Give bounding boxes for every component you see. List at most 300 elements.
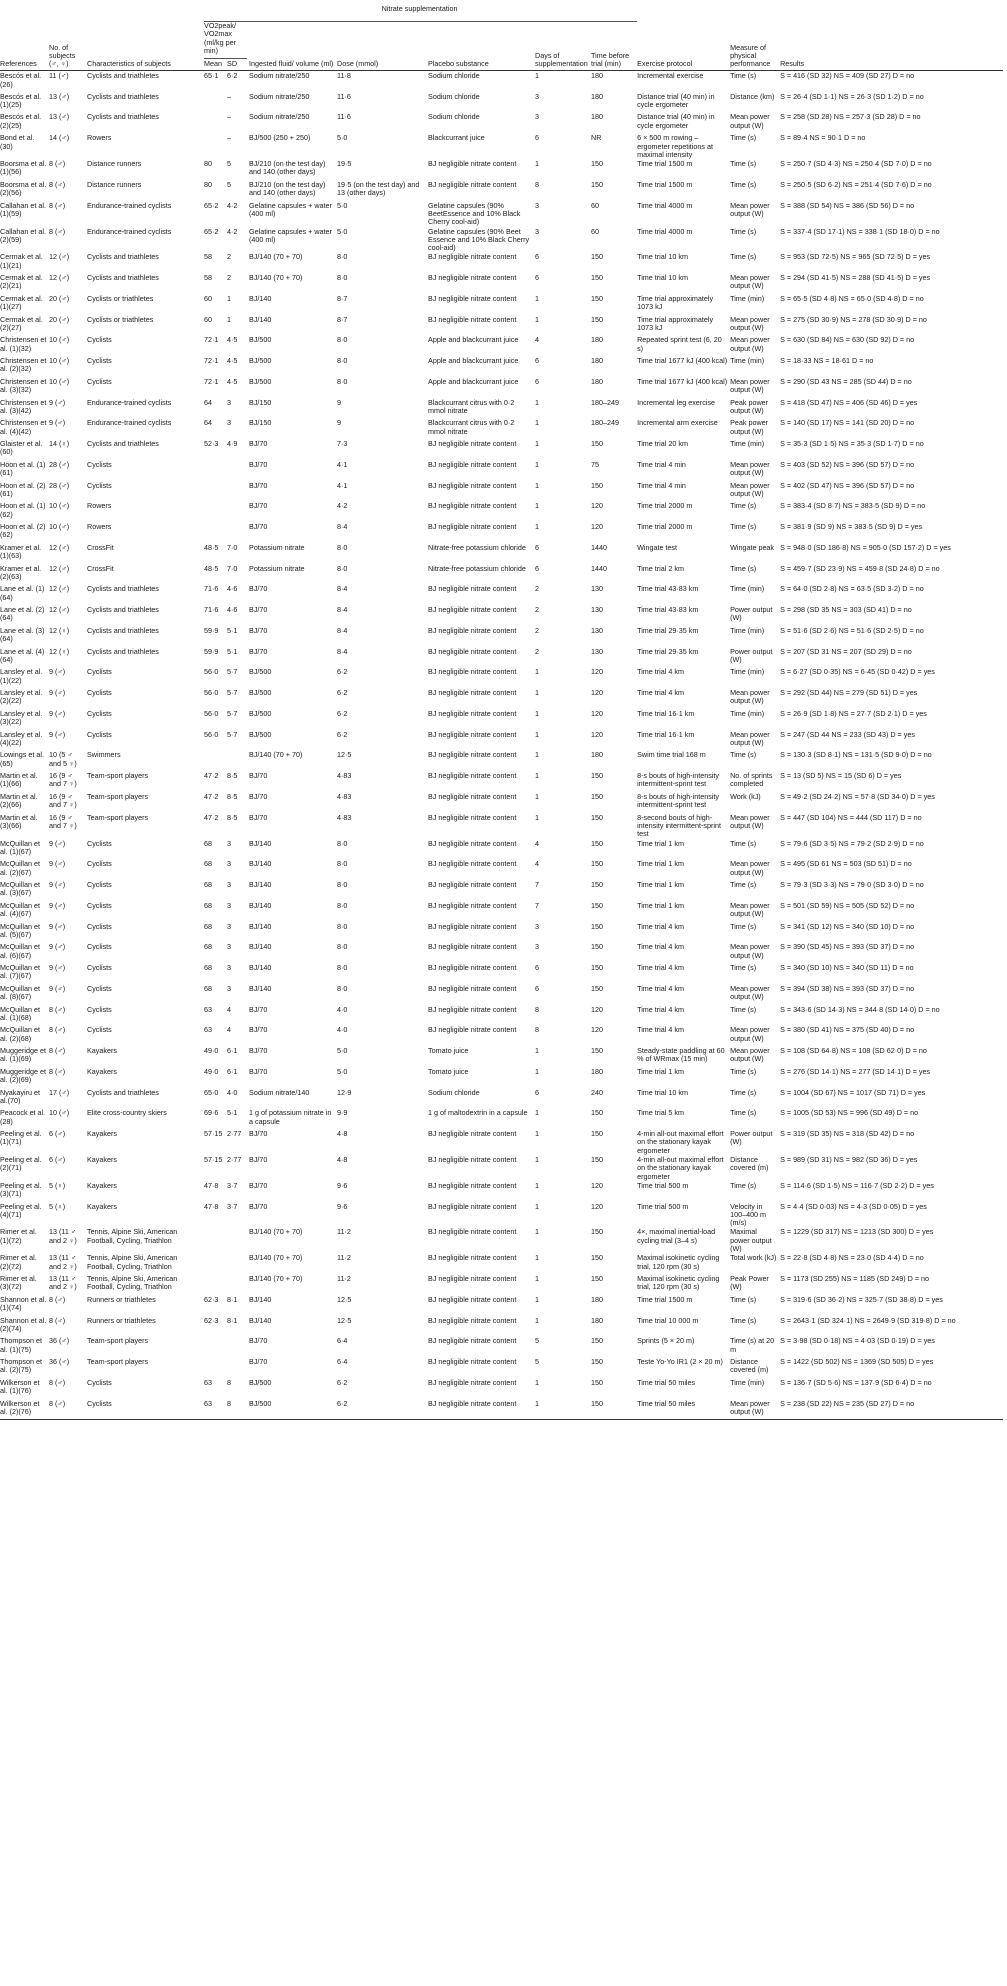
reference-cell: Nyakayiru et al.(70): [0, 1087, 40, 1105]
characteristics-cell: Tennis, Alpine Ski, American Football, Cycling, Triathlon: [87, 1253, 178, 1271]
subjects-cell: 8 (♂): [49, 1399, 87, 1420]
characteristics-cell: Cyclists: [87, 667, 112, 677]
characteristics-cell: Rowers: [87, 133, 112, 143]
dose-cell: 11·6: [337, 112, 351, 122]
dose-cell: 5·0: [337, 200, 348, 210]
measure-cell: Time (s): [730, 750, 757, 760]
subjects-cell: 36 (♂): [49, 1357, 70, 1367]
table-row: [0, 439, 1003, 460]
subjects-cell: 9 (♂): [49, 900, 66, 910]
days-cell: 8: [535, 1004, 540, 1014]
results-cell: S = 79·3 (SD 3·3) NS = 79·0 (SD 3·0) D = no: [780, 880, 924, 890]
subjects-cell: 11 (♂): [49, 71, 69, 81]
time-before-cell: 150: [591, 273, 604, 283]
measure-cell: Mean power output (W): [730, 112, 770, 130]
placebo-cell: Tomato juice: [428, 1046, 469, 1056]
dose-cell: 19·5 (on the test day) and 13 (other days): [337, 179, 420, 198]
placebo-cell: BJ negligible nitrate content: [428, 880, 517, 890]
measure-cell: Distance (km): [730, 91, 775, 101]
vo2-sd-cell: 5·1: [227, 1108, 238, 1118]
fluid-cell: BJ/140 (70 + 70): [249, 1274, 303, 1284]
measure-cell: Time (s): [730, 880, 757, 890]
characteristics-cell: Endurance-trained cyclists: [87, 397, 172, 407]
vo2-mean-cell: [204, 1227, 227, 1253]
table-row: [0, 1181, 1003, 1202]
vo2-mean-cell: 68: [204, 963, 213, 973]
fluid-cell: BJ/70: [249, 1180, 268, 1190]
fluid-cell: BJ/140: [249, 1294, 272, 1304]
results-cell: S = 18·33 NS = 18·61 D = no: [780, 356, 874, 366]
fluid-cell: BJ/140: [249, 838, 272, 848]
dose-cell: 11·8: [337, 71, 351, 81]
table-row: [0, 584, 1003, 605]
dose-cell: 5·0: [337, 1046, 348, 1056]
measure-cell: Time (s): [730, 252, 757, 262]
vo2-sd-cell: [227, 481, 249, 502]
days-cell: 2: [535, 625, 540, 635]
characteristics-cell: Cyclists and triathletes: [87, 273, 159, 283]
vo2-mean-cell: 57·15: [204, 1154, 223, 1164]
placebo-cell: BJ negligible nitrate content: [428, 584, 517, 594]
characteristics-cell: Cyclists: [87, 1025, 112, 1035]
results-cell: S = 380 (SD 41) NS = 375 (SD 40) D = no: [780, 1025, 915, 1035]
placebo-cell: BJ negligible nitrate content: [428, 646, 517, 656]
subjects-cell: 9 (♂): [49, 838, 66, 848]
fluid-cell: BJ/500: [249, 708, 272, 718]
reference-cell: Cermak et al. (2)(27): [0, 314, 43, 332]
characteristics-cell: Cyclists and triathletes: [87, 1087, 159, 1097]
placebo-cell: BJ negligible nitrate content: [428, 771, 517, 781]
characteristics-cell: Cyclists or triathletes: [87, 293, 154, 303]
results-cell: S = 26·9 (SD 1·8) NS = 27·7 (SD 2·1) D = yes: [780, 708, 927, 718]
placebo-cell: BJ negligible nitrate content: [428, 1399, 535, 1420]
fluid-cell: BJ/140: [249, 921, 272, 931]
reference-cell: Bescós et al. (2)(25): [0, 112, 42, 130]
time-before-cell: 150: [591, 293, 604, 303]
placebo-cell: BJ negligible nitrate content: [428, 1315, 517, 1325]
results-cell: S = 247 (SD 44 NS = 233 (SD 43) D = yes: [780, 729, 915, 739]
protocol-cell: Time trial 43·83 km: [637, 584, 699, 594]
time-before-cell: NR: [591, 133, 602, 143]
days-cell: 1: [535, 688, 540, 698]
protocol-cell: Time trial 4 min: [637, 480, 686, 490]
vo2-mean-cell: 68: [204, 983, 213, 993]
measure-cell: No. of sprints completed: [730, 771, 773, 789]
dose-cell: 8·4: [337, 522, 348, 532]
placebo-cell: BJ negligible nitrate content: [428, 439, 517, 449]
reference-cell: Thompson et al. (2)(75): [0, 1357, 42, 1375]
dose-cell: 8·0: [337, 880, 348, 890]
time-before-cell: 150: [591, 880, 604, 890]
results-cell: S = 108 (SD 64·8) NS = 108 (SD 62·0) D = no: [780, 1046, 927, 1056]
fluid-cell: Sodium nitrate/250: [249, 91, 310, 101]
measure-cell: Velocity in 100–400 m (m/s): [730, 1201, 767, 1228]
results-cell: S = 383·4 (SD 8·7) NS = 383·5 (SD 9) D = no: [780, 501, 926, 511]
measure-cell: Time (s): [730, 838, 757, 848]
protocol-cell: Time trial 500 m: [637, 1180, 689, 1190]
protocol-cell: Time trial 29·35 km: [637, 625, 699, 635]
dose-cell: 8·0: [337, 900, 348, 910]
subjects-cell: 10 (♂): [49, 356, 70, 366]
table-row: [0, 273, 1003, 294]
measure-cell: Peak Power (W): [730, 1274, 769, 1292]
subjects-cell: 12 (♂): [49, 584, 70, 594]
measure-cell: Power output (W): [730, 605, 773, 623]
reference-cell: Bond et al.(30): [0, 133, 35, 151]
subjects-cell: 8 (♂): [49, 226, 66, 236]
reference-cell: Boorsma et al. (1)(56): [0, 159, 47, 177]
time-before-cell: 150: [591, 1253, 604, 1263]
placebo-cell: BJ negligible nitrate content: [428, 1180, 517, 1190]
measure-cell: Mean power output (W): [730, 1025, 770, 1043]
measure-cell: Mean power output (W): [730, 812, 770, 830]
vo2-sd-cell: 5: [227, 179, 232, 189]
fluid-cell: BJ/70: [249, 1066, 268, 1076]
results-cell: S = 298 (SD 35 NS = 303 (SD 41) D = no: [780, 605, 912, 615]
fluid-cell: Gelatine capsules + water (400 ml): [249, 200, 332, 218]
characteristics-cell: Cyclists and triathletes: [87, 605, 159, 615]
measure-cell: Mean power output (W): [730, 983, 770, 1002]
vo2-mean-cell: 68: [204, 942, 213, 952]
dose-cell: 8·7: [337, 293, 348, 303]
results-cell: S = 948·0 (SD 186·8) NS = 905·0 (SD 157·2) D = yes: [780, 542, 951, 552]
vo2-mean-cell: 49·0: [204, 1046, 219, 1056]
vo2-sd-cell: 3: [227, 418, 232, 428]
vo2-mean-cell: 72·1: [204, 376, 219, 386]
measure-cell: Mean power output (W): [730, 688, 770, 706]
fluid-cell: BJ/140 (70 + 70): [249, 750, 303, 760]
reference-cell: McQuillan et al. (2)(68): [0, 1025, 40, 1043]
vo2-sd-cell: 4·2: [227, 200, 238, 210]
vo2-mean-cell: 47·2: [204, 791, 219, 801]
dose-cell: 8·0: [337, 542, 348, 552]
dose-cell: 8·0: [337, 356, 348, 366]
dose-cell: 4·1: [337, 480, 348, 490]
dose-cell: 8·0: [337, 563, 348, 573]
reference-cell: Martin et al. (1)(66): [0, 771, 38, 789]
dose-cell: 4·2: [337, 501, 348, 511]
reference-cell: Kramer et al. (1)(63): [0, 542, 42, 561]
reference-cell: Lansley et al. (2)(22): [0, 688, 43, 706]
characteristics-cell: Cyclists or triathletes: [87, 314, 154, 324]
measure-cell: Time (s): [730, 226, 757, 236]
protocol-cell: Time trial 4 km: [637, 1004, 684, 1014]
results-cell: S = 89·4 NS = 90·1 D = no: [780, 133, 866, 143]
dose-cell: 8·0: [337, 838, 348, 848]
vo2-sd-cell: 3: [227, 859, 232, 869]
table-row: [0, 1253, 1003, 1274]
table-row: [0, 1005, 1003, 1026]
vo2-sd-cell: 8·1: [227, 1315, 238, 1325]
placebo-cell: BJ negligible nitrate content: [428, 1004, 517, 1014]
time-before-cell: 150: [591, 983, 604, 993]
characteristics-cell: Cyclists: [87, 983, 112, 993]
subjects-cell: 20 (♂): [49, 293, 70, 303]
days-cell: 1: [535, 397, 540, 407]
placebo-cell: BJ negligible nitrate content: [428, 942, 517, 952]
days-cell: 2: [535, 605, 540, 615]
vo2-mean-cell: 59·9: [204, 625, 219, 635]
results-cell: S = 953 (SD 72·5) NS = 965 (SD 72·5) D = yes: [780, 252, 931, 262]
table-row: [0, 709, 1003, 730]
vo2-sd-cell: [227, 460, 249, 481]
fluid-cell: BJ/70: [249, 605, 268, 615]
dose-cell: 9·6: [337, 1201, 348, 1211]
reference-cell: Hoon et al. (2)(61): [0, 480, 46, 498]
placebo-cell: BJ negligible nitrate content: [428, 983, 517, 993]
characteristics-cell: Cyclists: [87, 356, 112, 366]
time-before-cell: 150: [591, 159, 604, 169]
vo2-mean-cell: 47·8: [204, 1201, 219, 1211]
fluid-cell: BJ/70: [249, 1046, 268, 1056]
fluid-cell: BJ/70: [249, 1004, 268, 1014]
time-before-cell: 150: [591, 791, 604, 801]
characteristics-cell: Cyclists and triathletes: [87, 91, 159, 101]
fluid-cell: BJ/500: [249, 729, 272, 739]
protocol-cell: Sprints (5 × 20 m): [637, 1336, 695, 1346]
vo2-sd-cell: 6·1: [227, 1066, 238, 1076]
placebo-cell: Apple and blackcurrant juice: [428, 335, 519, 345]
days-cell: 1: [535, 1315, 540, 1325]
table-row: [0, 460, 1003, 481]
results-cell: S = 1229 (SD 317) NS = 1213 (SD 300) D = yes: [780, 1227, 934, 1237]
placebo-cell: BJ negligible nitrate content: [428, 1274, 517, 1284]
dose-cell: 4·83: [337, 791, 352, 801]
dose-cell: 12·5: [337, 1294, 352, 1304]
time-before-cell: 150: [591, 1154, 604, 1164]
table-row: [0, 605, 1003, 626]
vo2-mean-cell: 58: [204, 252, 213, 262]
characteristics-cell: Endurance-trained cyclists: [87, 226, 172, 236]
time-before-cell: 150: [591, 921, 604, 931]
dose-cell: 9: [337, 397, 342, 407]
measure-cell: Time (s): [730, 963, 757, 973]
fluid-cell: BJ/140: [249, 293, 272, 303]
reference-cell: Lowings et al.(65): [0, 750, 44, 768]
dose-cell: 8·0: [337, 942, 348, 952]
placebo-cell: Sodium chloride: [428, 71, 480, 81]
days-cell: 6: [535, 356, 540, 366]
reference-cell: Wilkerson et al. (1)(76): [0, 1377, 40, 1396]
fluid-cell: BJ/210 (on the test day) and 140 (other days): [249, 159, 326, 177]
dose-cell: 8·0: [337, 252, 348, 262]
protocol-cell: Distance trial (40 min) in cycle ergometer: [637, 112, 715, 130]
placebo-cell: BJ negligible nitrate content: [428, 667, 517, 677]
results-cell: S = 22·8 (SD 4·8) NS = 23·0 (SD 4·4) D = no: [780, 1253, 924, 1263]
subjects-cell: 5 (♀): [49, 1180, 66, 1190]
subjects-cell: 6 (♂): [49, 1154, 66, 1164]
vo2-sd-cell: 3: [227, 838, 232, 848]
days-cell: 6: [535, 133, 540, 143]
reference-cell: Peeling et al. (4)(71): [0, 1201, 42, 1219]
days-cell: 3: [535, 200, 540, 210]
protocol-cell: Time trial 2000 m: [637, 501, 693, 511]
protocol-cell: 4-min all-out maximal effort on the stationary kayak ergometer: [637, 1154, 724, 1181]
time-before-cell: 180: [591, 750, 604, 760]
characteristics-cell: Cyclists: [87, 880, 112, 890]
reference-cell: Shannon et al. (1)(74): [0, 1294, 47, 1313]
vo2-sd-cell: 3: [227, 900, 232, 910]
fluid-cell: BJ/140 (70 + 70): [249, 1227, 303, 1237]
reference-cell: Bescós et al.(26): [0, 71, 42, 89]
days-cell: 5: [535, 1336, 540, 1346]
vo2-sd-cell: 6·1: [227, 1046, 238, 1056]
protocol-cell: Time trial 16·1 km: [637, 729, 695, 739]
placebo-cell: BJ negligible nitrate content: [428, 900, 517, 910]
vo2-sd-cell: 4·5: [227, 356, 238, 366]
time-before-cell: 150: [591, 812, 604, 822]
fluid-cell: BJ/140: [249, 859, 272, 869]
protocol-cell: Time trial 4 km: [637, 983, 684, 993]
results-cell: S = 337·4 (SD 17·1) NS = 338·1 (SD 18·0) D = no: [780, 226, 940, 236]
dose-cell: 8·0: [337, 983, 348, 993]
characteristics-cell: Kayakers: [87, 1066, 117, 1076]
days-cell: 1: [535, 791, 540, 801]
time-before-cell: 75: [591, 459, 600, 469]
time-before-cell: 120: [591, 729, 604, 739]
table-row: [0, 92, 1003, 113]
dose-cell: 4·83: [337, 771, 352, 781]
subjects-cell: 28 (♂): [49, 459, 70, 469]
protocol-cell: Time trial 1677 kJ (400 kcal): [637, 356, 728, 366]
days-cell: 1: [535, 501, 540, 511]
vo2-mean-cell: 68: [204, 900, 213, 910]
fluid-cell: BJ/500: [249, 1399, 337, 1420]
measure-cell: Time (s): [730, 71, 757, 81]
time-before-cell: 120: [591, 1004, 604, 1014]
fluid-cell: BJ/500 (250 + 250): [249, 133, 311, 143]
table-row: [0, 626, 1003, 647]
subjects-cell: 17 (♂): [49, 1087, 70, 1097]
subjects-cell: 6 (♂): [49, 1129, 66, 1139]
results-cell: S = 290 (SD 43 NS = 285 (SD 44) D = no: [780, 376, 912, 386]
protocol-cell: Time trial 4 km: [637, 942, 684, 952]
results-cell: S = 381·9 (SD 9) NS = 383·5 (SD 9) D = yes: [780, 522, 923, 532]
results-cell: S = 51·6 (SD 2·6) NS = 51·6 (SD 2·5) D = no: [780, 625, 924, 635]
protocol-cell: Time trial 4 km: [637, 688, 684, 698]
vo2-mean-cell: 72·1: [204, 335, 219, 345]
reference-cell: Lansley et al. (4)(22): [0, 729, 43, 747]
protocol-cell: Time trial 10 km: [637, 273, 688, 283]
days-cell: 4: [535, 859, 540, 869]
protocol-cell: Time trial 1 km: [637, 900, 684, 910]
protocol-cell: Time trial 4000 m: [637, 200, 693, 210]
subjects-cell: 10 (♂): [49, 335, 70, 345]
dose-cell: 4·0: [337, 1004, 348, 1014]
table-row: [0, 963, 1003, 984]
col-subjects: No. of subjects (♂, ♀): [49, 22, 87, 71]
characteristics-cell: Cyclists: [87, 459, 112, 469]
protocol-cell: Time trial 10 km: [637, 1087, 688, 1097]
time-before-cell: 120: [591, 522, 604, 532]
protocol-cell: 4-min all-out maximal effort on the stationary kayak ergometer: [637, 1129, 724, 1155]
vo2-mean-cell: 56·0: [204, 688, 219, 698]
days-cell: 2: [535, 646, 540, 656]
dose-cell: 8·0: [337, 335, 348, 345]
dose-cell: 6·2: [337, 667, 348, 677]
subjects-cell: 16 (9 ♂ and 7 ♀): [49, 812, 77, 830]
vo2-sd-cell: 7·0: [227, 563, 238, 573]
vo2-sd-cell: 8·1: [227, 1294, 238, 1304]
table-row: [0, 1025, 1003, 1046]
protocol-cell: Maximal isokinetic cycling trial, 120 rpm (30 s): [637, 1253, 720, 1271]
time-before-cell: 60: [591, 200, 600, 210]
days-cell: 6: [535, 252, 540, 262]
subjects-cell: 10 (♂): [49, 376, 70, 386]
vo2-sd-cell: 5·1: [227, 646, 238, 656]
reference-cell: Cermak et al. (2)(21): [0, 273, 43, 291]
vo2-sd-cell: [227, 1253, 249, 1274]
table-row: [0, 792, 1003, 813]
time-before-cell: 130: [591, 646, 604, 656]
fluid-cell: BJ/150: [249, 418, 272, 428]
col-mean: Mean: [204, 59, 223, 69]
characteristics-cell: Kayakers: [87, 1129, 117, 1139]
measure-cell: Mean power output (W): [730, 335, 770, 353]
vo2-mean-cell: [204, 92, 227, 113]
characteristics-cell: Cyclists: [87, 480, 112, 490]
placebo-cell: BJ negligible nitrate content: [428, 179, 517, 189]
table-row: [0, 71, 1003, 92]
reference-cell: Cermak et al. (1)(27): [0, 293, 43, 312]
protocol-cell: Time trial 1 km: [637, 1066, 684, 1076]
table-row: [0, 294, 1003, 315]
vo2-sd-cell: 3·7: [227, 1180, 238, 1190]
table-row: [0, 1336, 1003, 1357]
subjects-cell: 9 (♂): [49, 942, 66, 952]
col-days: Days of supplementation: [535, 22, 591, 71]
fluid-cell: BJ/140: [249, 880, 272, 890]
fluid-cell: BJ/140: [249, 1315, 272, 1325]
measure-cell: Time (s): [730, 159, 757, 169]
protocol-cell: Time trial 4 km: [637, 1025, 684, 1035]
table-row: [0, 1108, 1003, 1129]
subjects-cell: 16 (9 ♂ and 7 ♀): [49, 771, 77, 789]
dose-cell: 6·2: [337, 1377, 348, 1387]
table-row: [0, 1399, 1003, 1420]
characteristics-cell: Rowers: [87, 522, 112, 532]
vo2-sd-cell: 5·7: [227, 729, 238, 739]
characteristics-cell: Cyclists: [87, 1399, 204, 1420]
fluid-cell: BJ/500: [249, 1377, 272, 1387]
results-cell: S = 418 (SD 47) NS = 406 (SD 46) D = yes: [780, 397, 918, 407]
subjects-cell: 8 (♂): [49, 1066, 66, 1076]
vo2-sd-cell: [227, 1357, 249, 1378]
dose-cell: 12·5: [337, 1315, 352, 1325]
days-cell: 1: [535, 522, 540, 532]
days-cell: 8: [535, 1025, 540, 1035]
measure-cell: Mean power output (W): [730, 200, 770, 218]
time-before-cell: 150: [591, 1336, 604, 1346]
fluid-cell: BJ/210 (on the test day) and 140 (other days): [249, 179, 326, 198]
protocol-cell: Time trial 4000 m: [637, 226, 693, 236]
protocol-cell: Time trial 4 min: [637, 459, 686, 469]
placebo-cell: BJ negligible nitrate content: [428, 859, 517, 869]
days-cell: 1: [535, 708, 540, 718]
protocol-cell: Distance trial (40 min) in cycle ergometer: [637, 91, 715, 110]
vo2-mean-cell: 47·2: [204, 812, 219, 822]
protocol-cell: Time trial 1500 m: [637, 159, 693, 169]
protocol-cell: Time trial 1500 m: [637, 1294, 693, 1304]
days-cell: 1: [535, 1129, 540, 1139]
characteristics-cell: Cyclists and triathletes: [87, 71, 159, 81]
table-row: [0, 481, 1003, 502]
vo2-mean-cell: [204, 133, 227, 159]
characteristics-cell: Distance runners: [87, 179, 142, 189]
subjects-cell: 13 (11 ♂ and 2 ♀): [49, 1253, 77, 1271]
dose-cell: 11·2: [337, 1227, 351, 1237]
fluid-cell: BJ/70: [249, 1154, 268, 1164]
